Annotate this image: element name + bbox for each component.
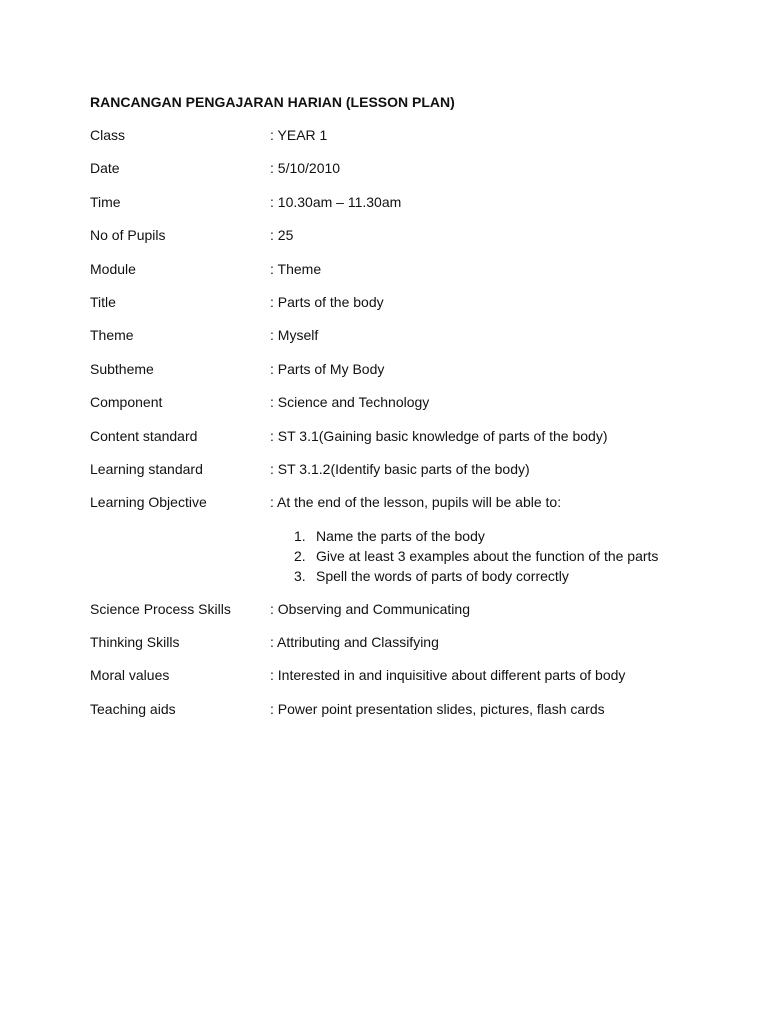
field-value: : Myself xyxy=(270,326,690,344)
lesson-plan-document xyxy=(90,93,690,733)
field-label: No of Pupils xyxy=(90,227,166,244)
row-class xyxy=(90,126,690,144)
row-content-standard xyxy=(90,427,690,445)
row-component xyxy=(90,393,690,411)
objective-item xyxy=(90,566,666,586)
row-teaching-aids xyxy=(90,700,690,718)
row-time xyxy=(90,193,690,211)
row-title xyxy=(90,293,690,311)
field-value: : At the end of the lesson, pupils will be able to: xyxy=(270,493,690,511)
field-value: : Power point presentation slides, pictures, flash cards xyxy=(270,700,690,718)
field-label: Learning Objective xyxy=(90,494,207,511)
field-label: Science Process Skills xyxy=(90,600,231,617)
field-value: : Parts of the body xyxy=(270,293,690,311)
row-theme xyxy=(90,326,690,344)
field-value: : Observing and Communicating xyxy=(270,600,690,618)
field-label: Class xyxy=(90,127,126,143)
row-thinking-skills xyxy=(90,633,690,651)
row-date xyxy=(90,159,690,177)
field-label: Subtheme xyxy=(90,360,154,377)
field-label: Content standard xyxy=(90,427,198,444)
field-value: : Parts of My Body xyxy=(270,360,690,378)
row-science-process-skills xyxy=(90,600,690,618)
field-label: Component xyxy=(90,394,163,411)
field-value: : YEAR 1 xyxy=(270,126,690,144)
row-learning-standard xyxy=(90,460,690,478)
field-value: : Attributing and Classifying xyxy=(270,633,690,651)
field-value: : ST 3.1(Gaining basic knowledge of parts of the body) xyxy=(270,427,690,445)
field-value: : ST 3.1.2(Identify basic parts of the body) xyxy=(270,460,690,478)
objective-item xyxy=(90,546,666,566)
row-no-of-pupils xyxy=(90,226,690,244)
row-subtheme xyxy=(90,360,690,378)
objectives-list xyxy=(90,526,690,586)
objective-text: Give at least 3 examples about the function of the parts xyxy=(316,547,659,564)
field-label: Time xyxy=(90,193,121,210)
objective-text: Name the parts of the body xyxy=(316,527,485,544)
field-value: : 25 xyxy=(270,226,690,244)
row-module xyxy=(90,260,690,278)
field-label: Moral values xyxy=(90,667,170,684)
field-label: Date xyxy=(90,160,120,177)
field-value: : Interested in and inquisitive about different parts of body xyxy=(270,666,690,684)
field-value: : 10.30am – 11.30am xyxy=(270,193,690,211)
row-learning-objective xyxy=(90,493,690,511)
objective-number: 1. xyxy=(294,527,306,544)
objective-number: 3. xyxy=(294,567,306,584)
field-label: Teaching aids xyxy=(90,700,176,717)
field-label: Theme xyxy=(90,327,134,344)
field-label: Learning standard xyxy=(90,460,203,477)
document-title: RANCANGAN PENGAJARAN HARIAN (LESSON PLAN) xyxy=(90,94,455,110)
objective-number: 2. xyxy=(294,547,306,564)
field-label: Module xyxy=(90,260,136,277)
field-value: : 5/10/2010 xyxy=(270,159,690,177)
field-label: Title xyxy=(90,293,116,310)
field-value: : Theme xyxy=(270,260,690,278)
row-moral-values xyxy=(90,666,690,684)
objective-item xyxy=(90,526,666,546)
objective-text: Spell the words of parts of body correctly xyxy=(316,567,569,584)
field-label: Thinking Skills xyxy=(90,634,180,651)
field-value: : Science and Technology xyxy=(270,393,690,411)
